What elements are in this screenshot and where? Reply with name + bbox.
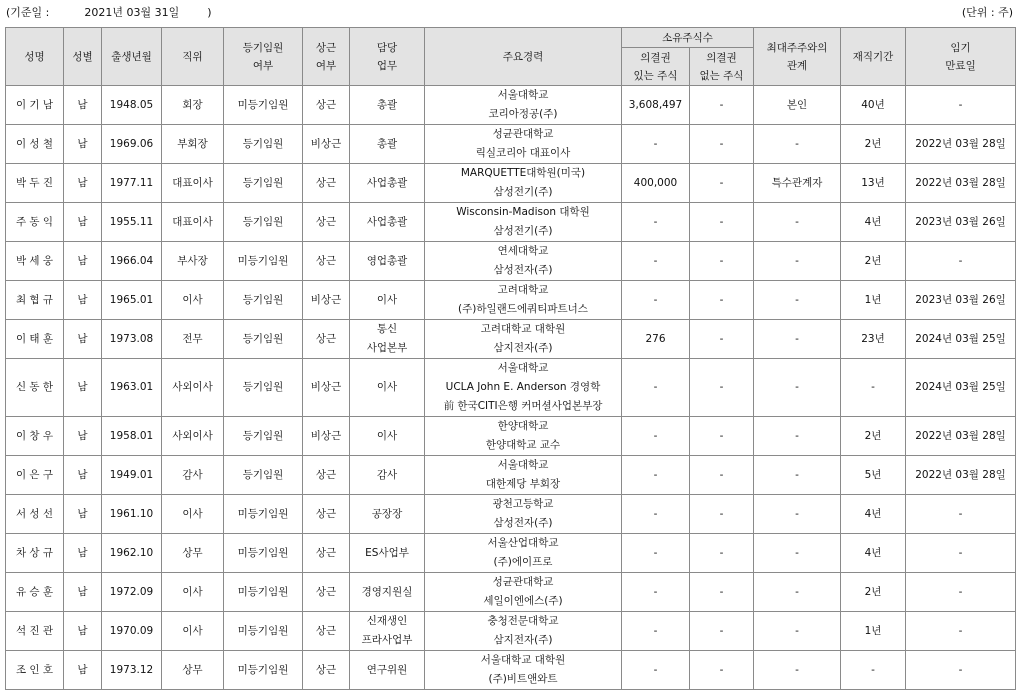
cell-duty: [350, 612, 425, 651]
cell-career: [425, 651, 622, 690]
cell-gender: 남: [64, 573, 102, 612]
cell-registered: 미등기임원: [224, 242, 303, 281]
cell-relation: -: [754, 456, 841, 495]
cell-career-line: 서울산업대학교: [487, 537, 559, 549]
col-fulltime-line: 상근: [315, 41, 337, 54]
cell-shares-nonvoting: -: [690, 125, 754, 164]
col-registered: [224, 28, 303, 86]
cell-birth: 1963.01: [102, 359, 162, 417]
cell-career-line: 서울대학교: [497, 459, 549, 471]
cell-name: 석 진 관: [6, 612, 64, 651]
cell-career-line: 광천고등학교: [492, 498, 554, 510]
cell-relation: -: [754, 417, 841, 456]
cell-tenure: 1년: [841, 281, 906, 320]
cell-shares-voting: -: [622, 125, 690, 164]
table-row: [6, 86, 1016, 125]
cell-name: 이 은 구: [6, 456, 64, 495]
cell-career-line: 삼성전자(주): [493, 517, 553, 529]
cell-term-end: -: [906, 242, 1016, 281]
col-shares-voting-line: 의결권: [640, 51, 671, 64]
cell-registered: 등기임원: [224, 203, 303, 242]
cell-term-end: -: [906, 612, 1016, 651]
cell-name: 최 협 규: [6, 281, 64, 320]
cell-career-line: 고려대학교 대학원: [480, 323, 566, 335]
cell-relation: -: [754, 320, 841, 359]
cell-duty: [350, 456, 425, 495]
cell-tenure: -: [841, 651, 906, 690]
cell-registered: 미등기임원: [224, 534, 303, 573]
col-term-end: [906, 28, 1016, 86]
col-career: 주요경력: [425, 28, 622, 86]
cell-shares-voting: -: [622, 203, 690, 242]
col-fulltime: [303, 28, 350, 86]
cell-term-end: -: [906, 534, 1016, 573]
cell-birth: 1969.06: [102, 125, 162, 164]
cell-birth: 1966.04: [102, 242, 162, 281]
cell-career: [425, 125, 622, 164]
cell-position: 대표이사: [162, 203, 224, 242]
cell-shares-voting: -: [622, 456, 690, 495]
cell-shares-nonvoting: -: [690, 534, 754, 573]
col-duty-line: 업무: [376, 59, 398, 72]
table-row: [6, 242, 1016, 281]
cell-career: [425, 320, 622, 359]
table-row: [6, 320, 1016, 359]
cell-birth: 1965.01: [102, 281, 162, 320]
cell-fulltime: 상근: [303, 320, 350, 359]
cell-birth: 1973.12: [102, 651, 162, 690]
cell-shares-voting: -: [622, 417, 690, 456]
cell-term-end: 2023년 03월 26일: [906, 281, 1016, 320]
cell-career-line: UCLA John E. Anderson 경영학: [445, 381, 601, 393]
cell-tenure: 2년: [841, 242, 906, 281]
col-term-end-line: 임기: [950, 41, 971, 54]
cell-fulltime: 상근: [303, 651, 350, 690]
cell-career: [425, 534, 622, 573]
cell-fulltime: 상근: [303, 612, 350, 651]
cell-career-line: 코리아정공(주): [488, 108, 558, 120]
table-row: [6, 612, 1016, 651]
col-tenure: 재직기간: [841, 28, 906, 86]
cell-shares-nonvoting: -: [690, 242, 754, 281]
cell-name: 이 태 훈: [6, 320, 64, 359]
cell-position: 전무: [162, 320, 224, 359]
cell-term-end: -: [906, 495, 1016, 534]
cell-gender: 남: [64, 651, 102, 690]
cell-career-line: 삼성전자(주): [493, 264, 553, 276]
basis-date-line: [6, 4, 211, 20]
cell-duty-line: 총괄: [376, 137, 398, 150]
table-row: [6, 495, 1016, 534]
cell-duty: [350, 242, 425, 281]
cell-registered: 미등기임원: [224, 495, 303, 534]
cell-name: 조 인 호: [6, 651, 64, 690]
cell-gender: 남: [64, 612, 102, 651]
cell-tenure: 4년: [841, 495, 906, 534]
col-relation-line: 최대주주와의: [766, 41, 828, 54]
table-row: [6, 281, 1016, 320]
cell-tenure: 23년: [841, 320, 906, 359]
cell-gender: 남: [64, 320, 102, 359]
cell-shares-nonvoting: -: [690, 612, 754, 651]
cell-birth: 1958.01: [102, 417, 162, 456]
table-row: [6, 534, 1016, 573]
basis-label: (기준일 :: [6, 6, 50, 19]
cell-shares-nonvoting: -: [690, 86, 754, 125]
cell-position: 이사: [162, 281, 224, 320]
cell-fulltime: 상근: [303, 495, 350, 534]
cell-career: [425, 359, 622, 417]
cell-duty-line: ES사업부: [365, 546, 409, 559]
cell-name: 서 성 선: [6, 495, 64, 534]
cell-shares-nonvoting: -: [690, 651, 754, 690]
cell-fulltime: 상근: [303, 242, 350, 281]
cell-shares-nonvoting: -: [690, 359, 754, 417]
cell-term-end: 2024년 03월 25일: [906, 320, 1016, 359]
cell-shares-nonvoting: -: [690, 203, 754, 242]
cell-career-line: 서울대학교: [497, 362, 549, 374]
cell-birth: 1948.05: [102, 86, 162, 125]
table-row: [6, 203, 1016, 242]
cell-career-line: 한양대학교 교수: [485, 439, 561, 451]
col-shares-group: 소유주식수: [622, 28, 754, 48]
cell-registered: 등기임원: [224, 281, 303, 320]
cell-career: [425, 573, 622, 612]
cell-tenure: 4년: [841, 534, 906, 573]
cell-relation: -: [754, 534, 841, 573]
table-row: [6, 359, 1016, 417]
cell-name: 유 승 훈: [6, 573, 64, 612]
cell-registered: 등기임원: [224, 359, 303, 417]
table-row: [6, 125, 1016, 164]
col-fulltime-line: 여부: [315, 59, 337, 72]
cell-fulltime: 비상근: [303, 417, 350, 456]
cell-name: 신 동 한: [6, 359, 64, 417]
cell-shares-nonvoting: -: [690, 320, 754, 359]
cell-duty-line: 이사: [376, 293, 398, 306]
cell-fulltime: 상근: [303, 164, 350, 203]
col-shares-nonvoting-line: 없는 주식: [699, 69, 744, 82]
cell-gender: 남: [64, 242, 102, 281]
cell-shares-voting: -: [622, 612, 690, 651]
cell-duty-line: 사업총괄: [366, 176, 408, 189]
cell-shares-voting: -: [622, 534, 690, 573]
cell-career-line: 성균관대학교: [492, 576, 554, 588]
cell-gender: 남: [64, 125, 102, 164]
cell-birth: 1977.11: [102, 164, 162, 203]
cell-duty: [350, 417, 425, 456]
cell-relation: -: [754, 359, 841, 417]
cell-duty-line: 이사: [376, 429, 398, 442]
col-registered-line: 등기임원: [242, 41, 284, 54]
cell-duty-line: 프라사업부: [361, 634, 413, 646]
cell-fulltime: 상근: [303, 203, 350, 242]
cell-tenure: 2년: [841, 417, 906, 456]
cell-tenure: 5년: [841, 456, 906, 495]
cell-career-line: 삼지전자(주): [493, 342, 553, 354]
cell-relation: -: [754, 573, 841, 612]
cell-duty: [350, 320, 425, 359]
cell-career-line: 삼성전기(주): [493, 225, 553, 237]
cell-career-line: 세일이엔에스(주): [483, 595, 563, 607]
cell-fulltime: 상근: [303, 573, 350, 612]
cell-shares-nonvoting: -: [690, 495, 754, 534]
cell-career-line: 연세대학교: [497, 245, 549, 257]
cell-position: 부사장: [162, 242, 224, 281]
col-duty-line: 담당: [376, 41, 398, 54]
table-header: [6, 28, 1016, 86]
cell-career: [425, 164, 622, 203]
cell-birth: 1970.09: [102, 612, 162, 651]
col-shares-voting-line: 있는 주식: [633, 69, 678, 82]
table-row: [6, 651, 1016, 690]
cell-career-line: Wisconsin-Madison 대학원: [456, 206, 590, 218]
cell-shares-nonvoting: -: [690, 281, 754, 320]
cell-career-line: 前 한국CITI은행 커머셜사업본부장: [443, 400, 603, 412]
cell-relation: -: [754, 203, 841, 242]
cell-shares-voting: -: [622, 242, 690, 281]
cell-registered: 등기임원: [224, 320, 303, 359]
cell-term-end: 2023년 03월 26일: [906, 203, 1016, 242]
unit-label: (단위 : 주): [961, 6, 1013, 19]
cell-fulltime: 상근: [303, 456, 350, 495]
cell-shares-voting: -: [622, 281, 690, 320]
cell-position: 사외이사: [162, 359, 224, 417]
cell-name: 차 상 규: [6, 534, 64, 573]
cell-duty-line: 연구위원: [366, 663, 408, 676]
col-position: 직위: [162, 28, 224, 86]
cell-duty-line: 사업총괄: [366, 215, 408, 228]
cell-relation: 본인: [754, 86, 841, 125]
cell-duty: [350, 651, 425, 690]
cell-career-line: 충청전문대학교: [487, 615, 559, 627]
cell-registered: 미등기임원: [224, 86, 303, 125]
cell-gender: 남: [64, 534, 102, 573]
cell-tenure: 13년: [841, 164, 906, 203]
cell-position: 이사: [162, 495, 224, 534]
table-row: [6, 573, 1016, 612]
basis-date: 2021년 03월 31일: [84, 6, 180, 19]
cell-duty: [350, 495, 425, 534]
cell-shares-voting: 276: [622, 320, 690, 359]
cell-gender: 남: [64, 359, 102, 417]
cell-position: 대표이사: [162, 164, 224, 203]
cell-fulltime: 비상근: [303, 281, 350, 320]
table-row: [6, 164, 1016, 203]
cell-term-end: 2022년 03월 28일: [906, 164, 1016, 203]
cell-position: 회장: [162, 86, 224, 125]
cell-relation: -: [754, 651, 841, 690]
cell-duty-line: 영업총괄: [366, 254, 408, 267]
cell-career-line: 삼성전기(주): [493, 186, 553, 198]
col-shares-nonvoting-line: 의결권: [706, 51, 737, 64]
cell-career: [425, 242, 622, 281]
cell-career-line: (주)하일랜드에쿼티파트너스: [458, 303, 588, 315]
cell-career-line: 삼지전자(주): [493, 634, 553, 646]
cell-term-end: -: [906, 573, 1016, 612]
cell-shares-nonvoting: -: [690, 417, 754, 456]
cell-position: 부회장: [162, 125, 224, 164]
cell-shares-nonvoting: -: [690, 573, 754, 612]
cell-registered: 등기임원: [224, 417, 303, 456]
cell-registered: 미등기임원: [224, 651, 303, 690]
cell-duty: [350, 573, 425, 612]
cell-duty: [350, 86, 425, 125]
cell-gender: 남: [64, 86, 102, 125]
cell-term-end: 2022년 03월 28일: [906, 417, 1016, 456]
cell-birth: 1972.09: [102, 573, 162, 612]
cell-duty: [350, 281, 425, 320]
cell-birth: 1955.11: [102, 203, 162, 242]
cell-position: 상무: [162, 534, 224, 573]
cell-career-line: MARQUETTE대학원(미국): [460, 167, 586, 179]
cell-name: 이 기 남: [6, 86, 64, 125]
col-birth: 출생년월: [102, 28, 162, 86]
cell-name: 주 동 익: [6, 203, 64, 242]
cell-career: [425, 612, 622, 651]
cell-term-end: -: [906, 86, 1016, 125]
table-body: [6, 86, 1016, 690]
cell-career-line: 성균관대학교: [492, 128, 554, 140]
col-registered-line: 여부: [252, 59, 274, 72]
cell-name: 박 세 웅: [6, 242, 64, 281]
cell-career: [425, 417, 622, 456]
table-row: [6, 456, 1016, 495]
cell-shares-nonvoting: -: [690, 456, 754, 495]
cell-position: 이사: [162, 612, 224, 651]
cell-birth: 1949.01: [102, 456, 162, 495]
cell-registered: 미등기임원: [224, 573, 303, 612]
cell-fulltime: 비상근: [303, 125, 350, 164]
cell-career-line: 서울대학교: [497, 89, 549, 101]
cell-relation: -: [754, 242, 841, 281]
cell-position: 상무: [162, 651, 224, 690]
cell-career: [425, 86, 622, 125]
table-row: [6, 417, 1016, 456]
cell-shares-nonvoting: -: [690, 164, 754, 203]
cell-shares-voting: -: [622, 651, 690, 690]
report-header: [0, 0, 1023, 22]
cell-gender: 남: [64, 203, 102, 242]
cell-registered: 미등기임원: [224, 612, 303, 651]
cell-fulltime: 상근: [303, 534, 350, 573]
cell-career: [425, 281, 622, 320]
basis-close: ): [207, 6, 212, 19]
cell-tenure: 2년: [841, 125, 906, 164]
cell-gender: 남: [64, 417, 102, 456]
cell-career-line: 서울대학교 대학원: [480, 654, 566, 666]
cell-name: 이 창 우: [6, 417, 64, 456]
cell-career-line: 고려대학교: [497, 284, 549, 296]
cell-gender: 남: [64, 495, 102, 534]
cell-shares-voting: -: [622, 359, 690, 417]
cell-shares-voting: 400,000: [622, 164, 690, 203]
cell-career: [425, 203, 622, 242]
cell-tenure: 40년: [841, 86, 906, 125]
cell-term-end: -: [906, 651, 1016, 690]
cell-relation: -: [754, 612, 841, 651]
cell-relation: 특수관계자: [754, 164, 841, 203]
cell-fulltime: 비상근: [303, 359, 350, 417]
cell-career-line: 릭실코리아 대표이사: [475, 147, 571, 159]
cell-relation: -: [754, 125, 841, 164]
cell-career: [425, 456, 622, 495]
cell-position: 이사: [162, 573, 224, 612]
cell-career-line: (주)에이프로: [493, 556, 553, 568]
cell-position: 사외이사: [162, 417, 224, 456]
cell-career-line: (주)비트앤와트: [488, 673, 558, 685]
cell-name: 이 성 철: [6, 125, 64, 164]
cell-duty-line: 경영지원실: [361, 585, 413, 598]
cell-career-line: 대한제당 부회장: [485, 478, 561, 490]
cell-name: 박 두 진: [6, 164, 64, 203]
cell-gender: 남: [64, 456, 102, 495]
cell-duty-line: 통신: [376, 323, 398, 335]
cell-relation: -: [754, 495, 841, 534]
cell-shares-voting: -: [622, 573, 690, 612]
cell-registered: 등기임원: [224, 164, 303, 203]
cell-duty: [350, 359, 425, 417]
cell-duty-line: 감사: [376, 468, 398, 481]
cell-birth: 1962.10: [102, 534, 162, 573]
cell-registered: 등기임원: [224, 456, 303, 495]
cell-birth: 1961.10: [102, 495, 162, 534]
cell-duty: [350, 125, 425, 164]
cell-tenure: 1년: [841, 612, 906, 651]
cell-duty: [350, 203, 425, 242]
cell-duty-line: 신재생인: [366, 615, 408, 627]
col-gender: 성별: [64, 28, 102, 86]
cell-tenure: 4년: [841, 203, 906, 242]
cell-career-line: 한양대학교: [497, 420, 549, 432]
cell-duty-line: 이사: [376, 381, 398, 393]
cell-birth: 1973.08: [102, 320, 162, 359]
cell-shares-voting: -: [622, 495, 690, 534]
cell-position: 감사: [162, 456, 224, 495]
cell-tenure: -: [841, 359, 906, 417]
cell-shares-voting: 3,608,497: [622, 86, 690, 125]
col-relation: [754, 28, 841, 86]
cell-tenure: 2년: [841, 573, 906, 612]
col-shares-voting: [622, 48, 690, 86]
col-duty: [350, 28, 425, 86]
cell-term-end: 2022년 03월 28일: [906, 456, 1016, 495]
cell-duty-line: 사업본부: [366, 342, 408, 354]
cell-duty-line: 공장장: [371, 507, 403, 520]
cell-duty: [350, 164, 425, 203]
col-term-end-line: 만료일: [945, 59, 976, 72]
cell-term-end: 2024년 03월 25일: [906, 359, 1016, 417]
col-relation-line: 관계: [786, 59, 808, 72]
cell-gender: 남: [64, 281, 102, 320]
cell-gender: 남: [64, 164, 102, 203]
executives-table: [5, 27, 1016, 690]
col-name: 성명: [6, 28, 64, 86]
cell-career: [425, 495, 622, 534]
cell-fulltime: 상근: [303, 86, 350, 125]
cell-registered: 등기임원: [224, 125, 303, 164]
col-shares-nonvoting: [690, 48, 754, 86]
cell-duty: [350, 534, 425, 573]
cell-relation: -: [754, 281, 841, 320]
cell-duty-line: 총괄: [376, 98, 398, 111]
cell-term-end: 2022년 03월 28일: [906, 125, 1016, 164]
